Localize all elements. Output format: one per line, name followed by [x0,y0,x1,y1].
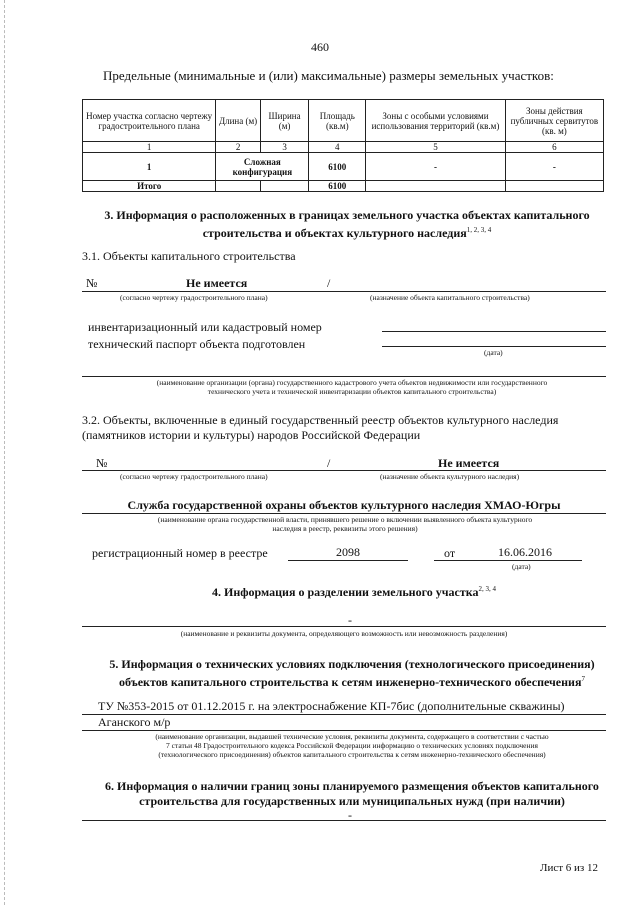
caption-organization: (наименование организации (органа) государственного кадастрового учета объектов недвижимости или государственного технического учета и технической инвентаризации объектов капитального строительства) [156,378,548,396]
total-area: 6100 [309,181,366,192]
header-cell: Зоны действия публичных сервитутов (кв. м) [505,100,603,142]
caption-drawing: (согласно чертежу градостроительного плана) [120,293,268,302]
section-6-value: - [348,808,352,822]
no-sign: № [86,276,98,290]
section-3-title: 3. Информация о расположенных в границах земельного участка объектах капитального строительства и объектах культурного наследия$^{1, 2, 3, 4}$ [104,208,590,240]
caption-date: (дата) [484,348,503,357]
header-cell: Площадь (кв.м) [309,100,366,142]
total-row [83,181,604,192]
page-edge [4,0,6,905]
plot-zones: - [366,153,506,181]
plot-config: Сложная конфигурация [216,153,309,181]
header-cell: Зоны с особыми условиями использования территорий (кв.м) [366,100,506,142]
caption-heritage: (назначение объекта культурного наследия) [380,472,520,481]
table-row [83,153,604,181]
inventory-line-2: технический паспорт объекта подготовлен [88,337,306,351]
section-4-caption: (наименование и реквизиты документа, определяющего возможность или невозможность разделения) [180,629,508,638]
registry-number: 2098 [336,545,360,559]
section-3-1-title: 3.1. Объекты капитального строительства [82,249,296,263]
slash-2: / [327,456,331,470]
section-6-title: 6. Информация о наличии границ зоны планируемого размещения объектов капитального строительства для государственных или муниципальных нужд (при наличии) [105,779,599,808]
plot-size-table [82,99,604,192]
section-4-title: 4. Информация о разделении земельного участка$^{2, 3, 4}$ [212,585,496,599]
not-available-2: Не имеется [438,456,500,470]
inventory-line-1: инвентаризационный или кадастровый номер [88,320,322,334]
header-cell: Номер участка согласно чертежу градостроительного плана [83,100,216,142]
header-cell: Ширина (м) [260,100,309,142]
section-5-value-1: ТУ №353-2015 от 01.12.2015 г. на электроснабжение КП-7бис (дополнительные скважины) [98,699,565,713]
section-5-caption: (наименование организации, выдавшей технические условия, реквизиты документа, содержащего в соответствии с частью 7 статьи 48 Градостроительного кодекса Российской Федерации информацию о технических условиях подключения (технологического присоединения) объектов капитального строительства к сетям инженерно-технического обеспечения) [155,732,549,759]
col-number: 2 [216,142,260,153]
total-label: Итого [83,181,216,192]
sheet-footer: Лист 6 из 12 [540,862,599,874]
plot-area: 6100 [309,153,366,181]
page-number: 460 [311,40,329,54]
col-number: 6 [505,142,603,153]
registry-date: 16.06.2016 [498,545,552,559]
heritage-authority: Служба государственной охраны объектов культурного наследия ХМАО-Югры [127,498,561,512]
registry-label: регистрационный номер в реестре [92,546,268,560]
section-5-value-2: Аганского м/р [98,715,171,729]
caption-drawing-2: (согласно чертежу градостроительного плана) [120,472,268,481]
col-number: 1 [83,142,216,153]
caption-purpose: (назначение объекта капитального строительства) [370,293,530,302]
header-cell: Длина (м) [216,100,260,142]
plot-servitudes: - [505,153,603,181]
caption-authority: (наименование органа государственной власти, принявшего решение о включении выявленного объекта культурного наследия в реестр, реквизиты этого решения) [157,515,533,533]
col-number: 4 [309,142,366,153]
from-label: от [444,546,456,560]
col-number: 5 [366,142,506,153]
caption-date-2: (дата) [512,562,531,571]
slash: / [327,276,331,290]
plot-number: 1 [83,153,216,181]
section-5-title: 5. Информация о технических условиях подключения (технологического присоединения) объектов капитального строительства к сетям инженерно-технического обеспечения$^7$ [109,657,595,689]
no-sign-2: № [96,456,108,470]
intro-text: Предельные (минимальные и (или) максимальные) размеры земельных участков: [103,68,554,83]
section-3-2-title: 3.2. Объекты, включенные в единый государственный реестр объектов культурного наследия (памятников истории и культуры) народов Российской Федерации [82,413,559,442]
col-number: 3 [260,142,309,153]
not-available: Не имеется [186,276,248,290]
section-4-value: - [348,613,352,627]
